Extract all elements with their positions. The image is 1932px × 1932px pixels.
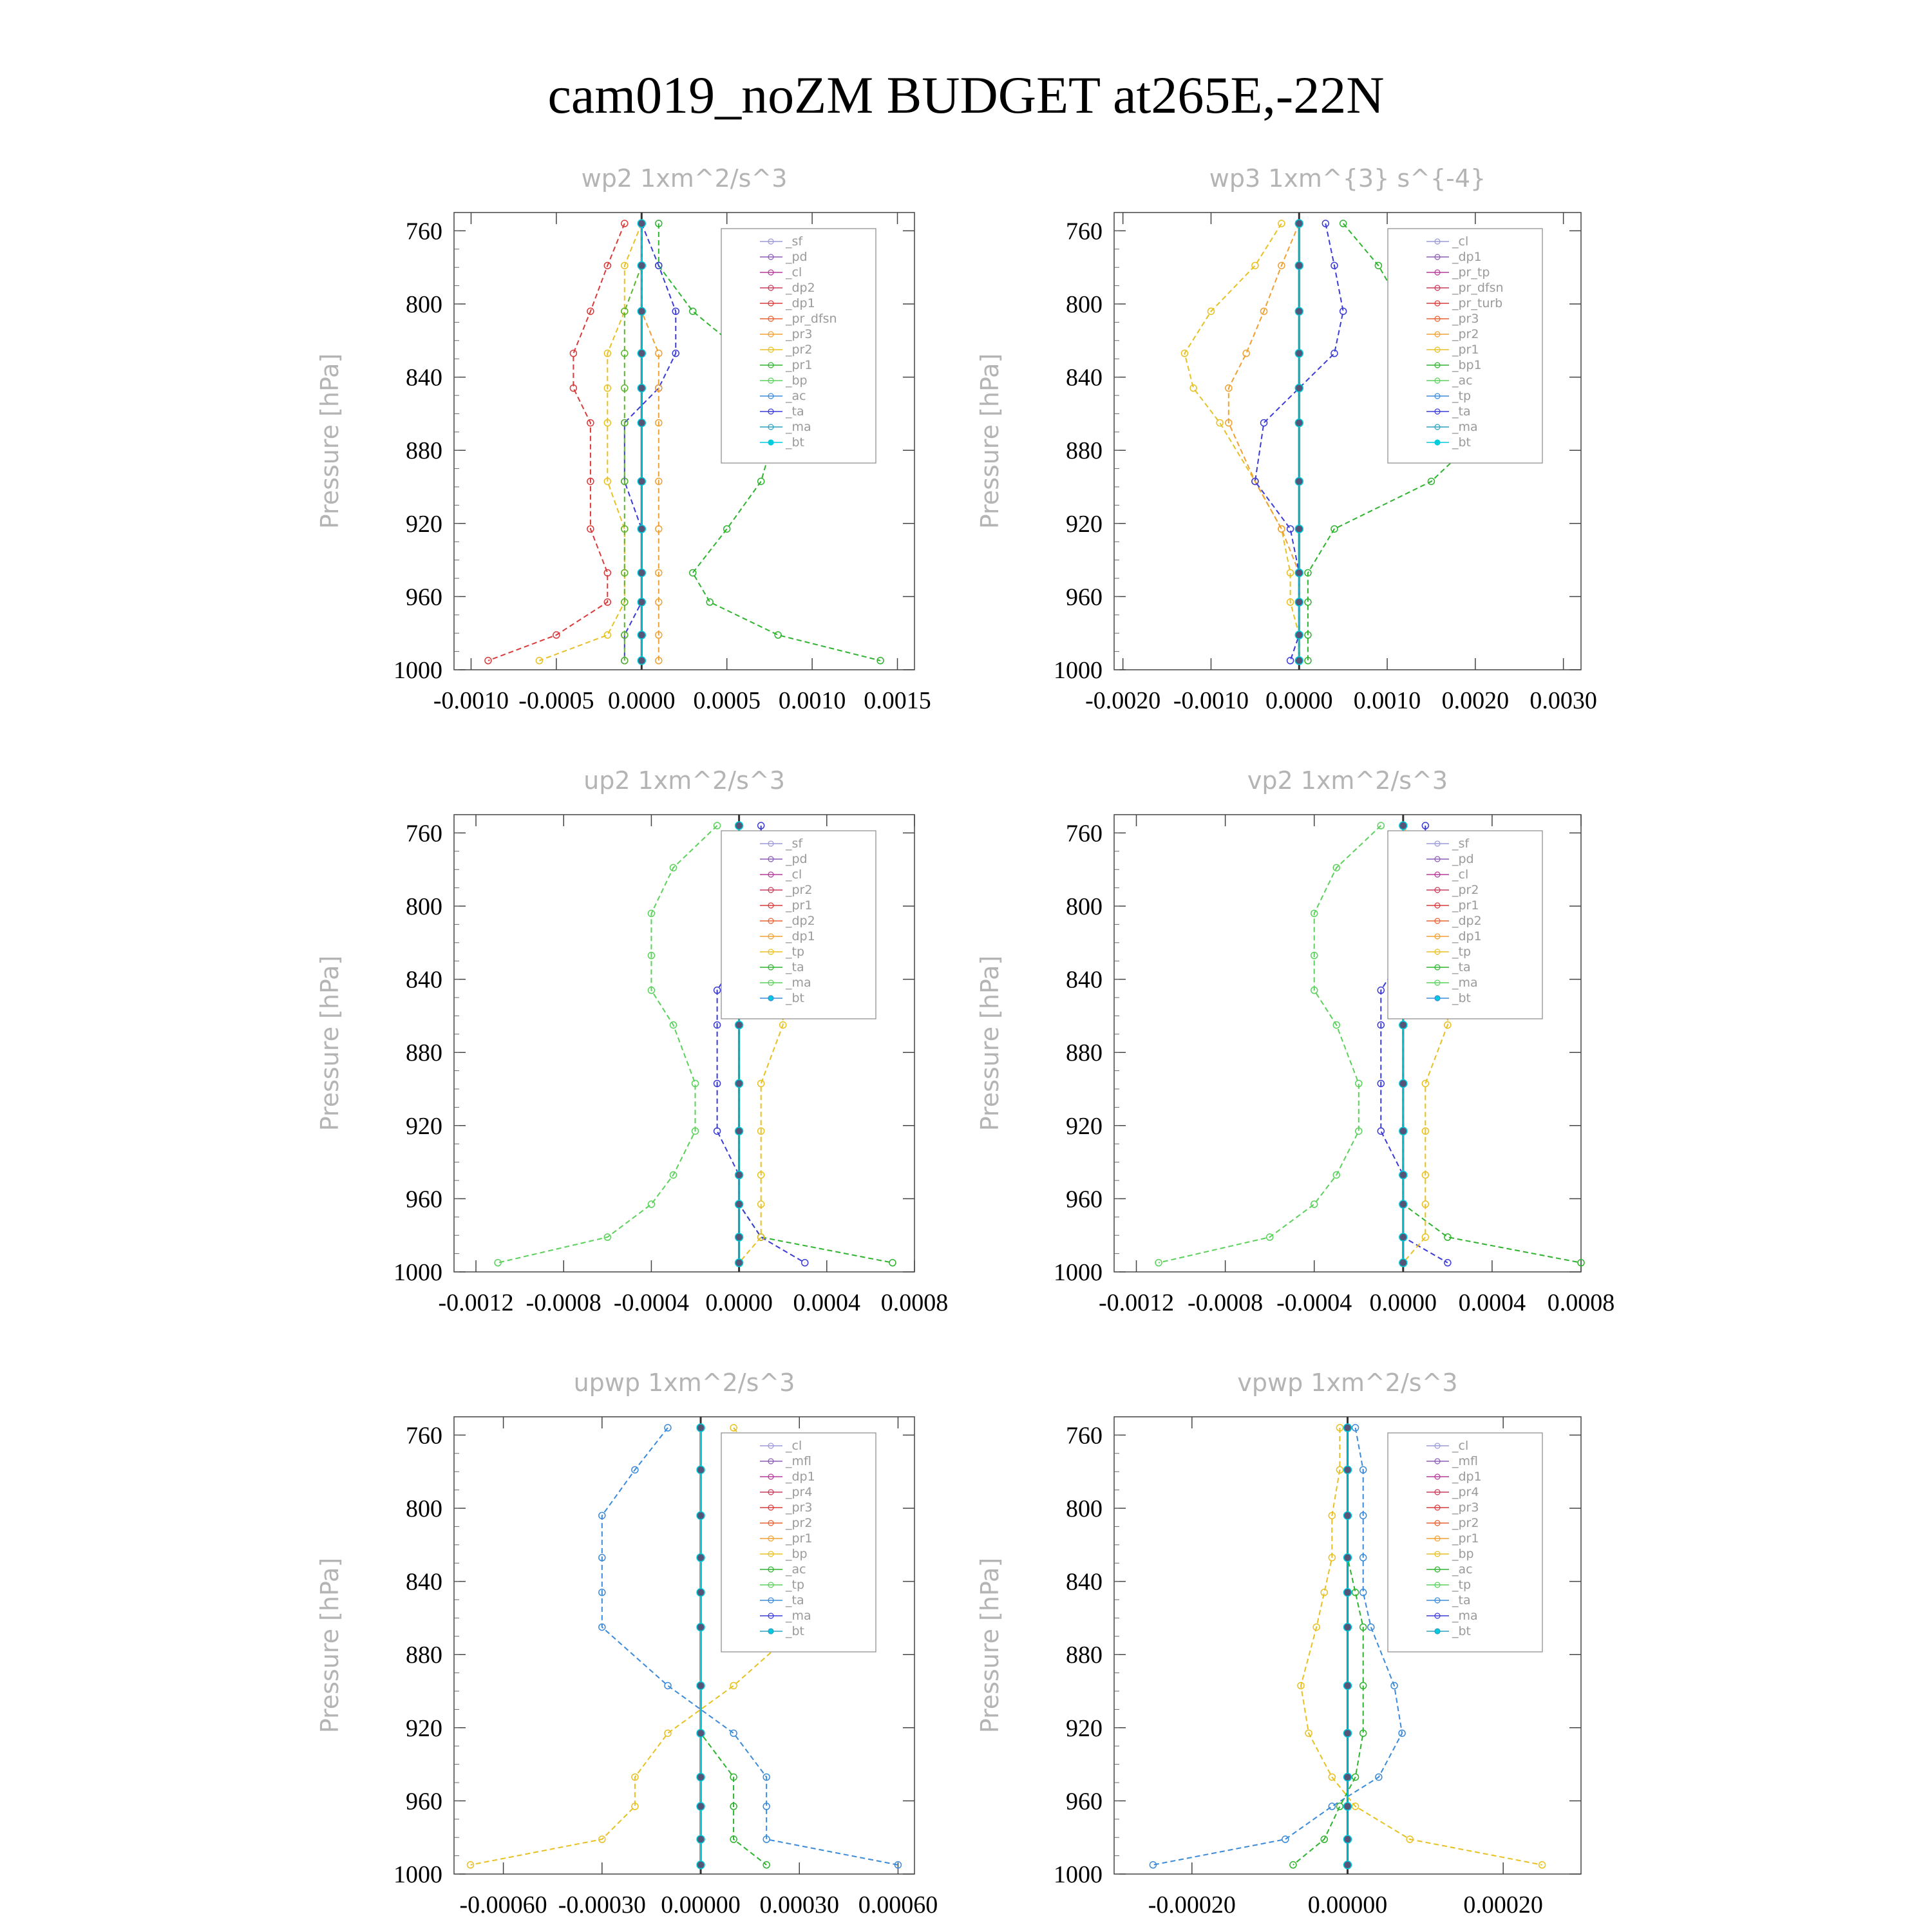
x-tick-label: 0.0004	[793, 1289, 861, 1316]
data-point-_bt	[735, 1233, 743, 1241]
legend-entry: _ma	[786, 420, 811, 434]
legend-entry: _tp	[1452, 1578, 1472, 1592]
legend-entry: _pr4	[1452, 1485, 1479, 1499]
y-tick-label: 880	[1066, 1642, 1103, 1669]
legend-marker	[1435, 1629, 1440, 1634]
x-tick-label: -0.00030	[558, 1891, 646, 1918]
legend-entry: _cl	[786, 867, 802, 882]
panel-title: up2 1xm^2/s^3	[583, 766, 785, 795]
data-point-_bt	[1344, 1466, 1352, 1473]
legend-entry: _pr1	[1452, 1531, 1479, 1546]
data-point-_bt	[735, 1259, 743, 1267]
x-tick-label: 0.0008	[1547, 1289, 1615, 1316]
x-tick-label: -0.0020	[1085, 687, 1161, 714]
panel-0	[316, 164, 931, 714]
x-tick-label: 0.00000	[661, 1891, 741, 1918]
data-point-_bt	[1295, 525, 1303, 533]
panel-title: vpwp 1xm^2/s^3	[1237, 1368, 1458, 1397]
legend-entry: _ma	[1452, 1609, 1478, 1623]
data-point-_bp	[690, 308, 696, 314]
data-point-_bt	[638, 307, 645, 315]
legend-entry: _pr1	[786, 358, 813, 372]
legend-entry: _pr2	[786, 1516, 813, 1530]
data-point-_bt	[1344, 1803, 1352, 1810]
x-tick-label: -0.00020	[1148, 1891, 1236, 1918]
y-tick-label: 960	[1066, 1788, 1103, 1815]
series-line-_pr2	[1229, 223, 1300, 661]
legend-entry: _dp1	[1452, 929, 1482, 943]
y-tick-label: 920	[406, 510, 442, 538]
x-tick-label: -0.0004	[1276, 1289, 1352, 1316]
legend-entry: _dp2	[786, 914, 815, 928]
legend-entry: _pr2	[1452, 1516, 1479, 1530]
data-point-_bt	[638, 598, 645, 606]
y-tick-label: 760	[1066, 1422, 1103, 1450]
y-tick-label: 800	[1066, 291, 1103, 318]
y-tick-label: 920	[406, 1714, 442, 1742]
x-tick-label: 0.00060	[858, 1891, 938, 1918]
legend-entry: _pr4	[786, 1485, 813, 1499]
data-point-_bt	[638, 350, 645, 357]
y-tick-label: 840	[1066, 966, 1103, 994]
data-point-_ta	[1261, 420, 1267, 426]
y-tick-label: 760	[406, 218, 442, 245]
x-tick-label: 0.00030	[759, 1891, 839, 1918]
data-point-_pr1	[730, 1682, 737, 1689]
series-line-_dp1	[488, 223, 625, 661]
data-point-_bp	[775, 632, 781, 638]
data-point-_pr1	[604, 632, 611, 638]
data-point-_bt	[1399, 1200, 1407, 1208]
panel-title: vp2 1xm^2/s^3	[1247, 766, 1448, 795]
data-point-_bt	[1344, 1511, 1352, 1519]
panel-1	[976, 164, 1597, 714]
data-point-_bt	[1344, 1424, 1352, 1432]
legend-marker	[768, 440, 773, 445]
data-point-_dp2	[889, 1260, 896, 1266]
legend-entry: _cl	[786, 1439, 802, 1453]
y-tick-label: 800	[1066, 1495, 1103, 1522]
legend-entry: _pr2	[1452, 327, 1479, 341]
data-point-_ta	[714, 1128, 721, 1134]
data-point-_bt	[697, 1773, 705, 1781]
data-point-_pr1	[1252, 262, 1258, 269]
data-point-_bt	[1399, 1021, 1407, 1029]
data-point-_pr1	[1422, 1234, 1428, 1240]
legend-entry: _bp	[786, 1547, 808, 1561]
y-tick-label: 1000	[393, 1259, 442, 1286]
y-tick-label: 760	[1066, 218, 1103, 245]
legend-entry: _ta	[1452, 960, 1471, 974]
legend-entry: _tp	[786, 1578, 805, 1592]
data-point-_bt	[638, 419, 645, 427]
data-point-_bt	[1295, 631, 1303, 639]
data-point-_bt	[1295, 569, 1303, 576]
panel-2	[316, 766, 948, 1316]
data-point-_bt	[1399, 822, 1407, 829]
legend-entry: _ta	[786, 960, 804, 974]
data-point-_bt	[1295, 350, 1303, 357]
data-point-_pr1	[1217, 420, 1223, 426]
data-point-_bt	[1295, 477, 1303, 485]
legend-entry: _pr_turb	[1452, 296, 1503, 310]
panels	[316, 164, 1615, 1918]
data-point-_bt	[735, 1021, 743, 1029]
y-tick-label: 1000	[1054, 1861, 1103, 1888]
legend-entry: _bt	[1452, 435, 1472, 450]
y-tick-label: 1000	[1054, 1259, 1103, 1286]
data-point-_bt	[638, 657, 645, 665]
data-point-_ta	[1378, 1128, 1384, 1134]
y-tick-label: 920	[1066, 1112, 1103, 1140]
data-point-_bt	[735, 1200, 743, 1208]
y-tick-label: 880	[406, 1039, 442, 1067]
data-point-_bt	[1344, 1835, 1352, 1843]
y-tick-label: 840	[406, 1568, 442, 1596]
legend-entry: _ma	[1452, 976, 1478, 990]
data-point-_bt	[1295, 419, 1303, 427]
legend-entry: _ac	[1452, 374, 1473, 388]
panel-title: wp3 1xm^{3} s^{-4}	[1209, 164, 1486, 193]
x-tick-label: -0.0010	[433, 687, 509, 714]
y-tick-label: 960	[1066, 1186, 1103, 1213]
legend-entry: _dp1	[786, 1470, 815, 1484]
legend-entry: _cl	[1452, 234, 1469, 249]
y-tick-label: 800	[406, 893, 442, 920]
y-tick-label: 1000	[393, 657, 442, 684]
legend-entry: _sf	[786, 234, 803, 249]
data-point-_bt	[1295, 220, 1303, 227]
series-line-_pr2	[641, 223, 659, 661]
legend-entry: _cl	[1452, 1439, 1469, 1453]
legend-entry: _cl	[1452, 867, 1469, 882]
data-point-_bt	[1344, 1773, 1352, 1781]
y-tick-label: 840	[406, 364, 442, 392]
data-point-_bt	[697, 1589, 705, 1596]
y-axis-label: Pressure [hPa]	[316, 1557, 344, 1734]
x-tick-label: 0.0010	[1353, 687, 1421, 714]
y-tick-label: 800	[1066, 893, 1103, 920]
series-line-_ac	[625, 223, 642, 661]
series-line-_dp1	[498, 826, 717, 1263]
legend-entry: _ac	[1452, 1562, 1473, 1577]
panel-title: upwp 1xm^2/s^3	[573, 1368, 795, 1397]
legend-entry: _pr2	[786, 883, 813, 897]
y-tick-label: 880	[406, 1642, 442, 1669]
x-tick-label: 0.0000	[608, 687, 676, 714]
figure-title: cam019_noZM BUDGET at265E,-22N	[547, 66, 1385, 124]
x-tick-label: -0.0008	[1188, 1289, 1264, 1316]
data-point-_bt	[735, 1079, 743, 1087]
y-tick-label: 880	[1066, 1039, 1103, 1067]
legend-entry: _pr1	[1452, 343, 1479, 357]
x-tick-label: -0.00060	[459, 1891, 547, 1918]
y-tick-label: 760	[1066, 820, 1103, 848]
y-tick-label: 840	[1066, 364, 1103, 392]
legend-entry: _sf	[1452, 837, 1470, 851]
data-point-_dp1	[1311, 1201, 1318, 1208]
x-tick-label: -0.0012	[438, 1289, 514, 1316]
data-point-_bt	[735, 1127, 743, 1135]
y-tick-label: 760	[406, 1422, 442, 1450]
x-tick-label: -0.0010	[1173, 687, 1249, 714]
legend-entry: _pr_dfsn	[786, 312, 837, 326]
data-point-_bp	[724, 526, 730, 532]
y-axis-label: Pressure [hPa]	[316, 955, 344, 1132]
legend-entry: _pd	[786, 250, 808, 264]
legend-entry: _bp	[786, 374, 808, 388]
legend-entry: _ta	[1452, 1593, 1471, 1607]
data-point-_bt	[697, 1835, 705, 1843]
data-point-_dp1	[648, 1201, 654, 1208]
data-point-_bt	[1399, 1259, 1407, 1267]
data-point-_bt	[1344, 1554, 1352, 1562]
y-tick-label: 960	[406, 583, 442, 611]
x-tick-label: 0.0010	[778, 687, 846, 714]
data-point-_bp	[706, 599, 713, 605]
data-point-_pr1	[758, 1080, 764, 1086]
y-tick-label: 840	[1066, 1568, 1103, 1596]
data-point-_bt	[638, 220, 645, 227]
y-tick-label: 800	[406, 291, 442, 318]
y-tick-label: 920	[406, 1112, 442, 1140]
y-tick-label: 960	[406, 1788, 442, 1815]
y-axis-label: Pressure [hPa]	[316, 353, 344, 529]
x-tick-label: 0.0005	[693, 687, 761, 714]
y-tick-label: 880	[1066, 437, 1103, 465]
legend-entry: _pr3	[1452, 1501, 1479, 1515]
data-point-_tp	[1329, 1803, 1335, 1810]
legend-entry: _tp	[786, 945, 805, 959]
legend-marker	[1435, 440, 1440, 445]
data-point-_bt	[697, 1466, 705, 1473]
y-tick-label: 760	[406, 820, 442, 848]
data-point-_bt	[638, 261, 645, 269]
legend-entry: _pr_tp	[1452, 265, 1490, 279]
legend-entry: _pr1	[1452, 898, 1479, 913]
legend-entry: _pr3	[1452, 312, 1479, 326]
data-point-_bt	[1399, 1171, 1407, 1179]
data-point-_bt	[697, 1681, 705, 1689]
legend-entry: _bt	[1452, 1624, 1472, 1638]
data-point-_dp1	[570, 350, 576, 357]
x-tick-label: -0.0012	[1098, 1289, 1175, 1316]
x-tick-label: 0.0020	[1441, 687, 1510, 714]
legend-entry: _pr2	[1452, 883, 1479, 897]
legend-entry: _pr3	[786, 327, 813, 341]
legend-marker	[768, 996, 773, 1001]
legend-entry: _cl	[786, 265, 802, 279]
legend-entry: _dp2	[1452, 914, 1482, 928]
legend-entry: _bp1	[1452, 358, 1482, 372]
y-tick-label: 920	[1066, 510, 1103, 538]
legend-entry: _dp1	[1452, 1470, 1482, 1484]
data-point-_bp	[690, 569, 696, 576]
data-point-_bt	[1344, 1589, 1352, 1596]
data-point-_bp	[1336, 1803, 1343, 1810]
data-point-_bt	[735, 1171, 743, 1179]
data-point-_bt	[638, 569, 645, 576]
legend-marker	[768, 1629, 773, 1634]
data-point-_bt	[638, 525, 645, 533]
y-tick-label: 920	[1066, 1714, 1103, 1742]
x-tick-label: 0.0015	[864, 687, 931, 714]
y-tick-label: 800	[406, 1495, 442, 1522]
legend-entry: _bt	[786, 991, 805, 1005]
panel-3	[976, 766, 1615, 1316]
legend-entry: _bt	[1452, 991, 1472, 1005]
data-point-_bt	[697, 1554, 705, 1562]
y-tick-label: 1000	[393, 1861, 442, 1888]
data-point-_bt	[1344, 1681, 1352, 1689]
legend-entry: _pr3	[786, 1501, 813, 1515]
legend-entry: _mfl	[786, 1454, 811, 1468]
y-tick-label: 960	[1066, 583, 1103, 611]
legend-entry: _pd	[786, 852, 808, 866]
y-tick-label: 880	[406, 437, 442, 465]
data-point-_bt	[1344, 1624, 1352, 1631]
data-point-_bt	[638, 631, 645, 639]
x-tick-label: 0.0000	[705, 1289, 773, 1316]
data-point-_bt	[1295, 598, 1303, 606]
legend-entry: _ac	[786, 389, 806, 403]
series-line-_bp	[1293, 1428, 1363, 1865]
data-point-_tp	[730, 1730, 737, 1736]
data-point-_bt	[638, 477, 645, 485]
data-point-_bt	[1295, 307, 1303, 315]
legend-entry: _sf	[786, 837, 803, 851]
data-point-_bt	[735, 822, 743, 829]
data-point-_bt	[1295, 261, 1303, 269]
x-tick-label: -0.0005	[518, 687, 594, 714]
legend-entry: _dp2	[786, 281, 815, 295]
data-point-_bt	[1399, 1127, 1407, 1135]
legend-entry: _ma	[786, 1609, 811, 1623]
legend-entry: _pr_dfsn	[1452, 281, 1504, 295]
data-point-_bt	[697, 1424, 705, 1432]
legend-entry: _bp	[1452, 1547, 1474, 1561]
x-tick-label: 0.0004	[1458, 1289, 1526, 1316]
y-axis-label: Pressure [hPa]	[976, 1557, 1004, 1734]
legend-entry: _pr1	[786, 898, 813, 913]
data-point-_ta	[1287, 658, 1294, 664]
x-tick-label: 0.0008	[880, 1289, 949, 1316]
data-point-_bt	[638, 384, 645, 392]
x-tick-label: 0.0030	[1530, 687, 1597, 714]
legend-entry: _dp1	[786, 296, 815, 310]
legend-entry: _ac	[786, 1562, 806, 1577]
data-point-_bt	[1295, 384, 1303, 392]
x-tick-label: -0.0004	[613, 1289, 690, 1316]
legend-entry: _mfl	[1452, 1454, 1478, 1468]
legend-entry: _dp1	[1452, 250, 1482, 264]
legend-entry: _bt	[786, 435, 805, 450]
data-point-_dp1	[485, 658, 491, 664]
y-tick-label: 960	[406, 1186, 442, 1213]
x-tick-label: 0.00020	[1463, 1891, 1543, 1918]
data-point-_tp	[1282, 1836, 1289, 1842]
series-line-_pr1	[539, 223, 641, 661]
x-tick-label: 0.00000	[1307, 1891, 1388, 1918]
y-axis-label: Pressure [hPa]	[976, 955, 1004, 1132]
legend-marker	[1435, 996, 1440, 1001]
data-point-_bt	[1344, 1729, 1352, 1737]
legend-entry: _tp	[1452, 389, 1472, 403]
legend-entry: _tp	[1452, 945, 1472, 959]
legend-entry: _ta	[786, 404, 804, 419]
panel-4	[316, 1368, 938, 1918]
y-tick-label: 840	[406, 966, 442, 994]
legend-entry: _pd	[1452, 852, 1474, 866]
data-point-_bt	[1295, 657, 1303, 665]
series-line-_tp	[1153, 1428, 1402, 1865]
x-tick-label: 0.0000	[1265, 687, 1333, 714]
legend-entry: _ma	[1452, 420, 1478, 434]
y-axis-label: Pressure [hPa]	[976, 353, 1004, 529]
legend-entry: _pr1	[786, 1531, 813, 1546]
data-point-_bt	[697, 1729, 705, 1737]
data-point-_bt	[1399, 1233, 1407, 1241]
series-line-_pr1	[1184, 223, 1299, 661]
x-tick-label: 0.0000	[1369, 1289, 1437, 1316]
data-point-_bt	[1399, 1079, 1407, 1087]
series-line-_dp1	[1159, 826, 1381, 1263]
data-point-_bt	[697, 1803, 705, 1810]
data-point-_bt	[697, 1624, 705, 1631]
data-point-_tp	[665, 1682, 671, 1689]
x-tick-label: -0.0008	[526, 1289, 601, 1316]
panel-title: wp2 1xm^2/s^3	[581, 164, 788, 193]
data-point-_bt	[697, 1511, 705, 1519]
panel-5	[976, 1368, 1581, 1918]
data-point-_bt	[697, 1861, 705, 1869]
data-point-_bt	[1344, 1861, 1352, 1869]
legend-entry: _ma	[786, 976, 811, 990]
data-point-_pr2	[1243, 350, 1249, 357]
legend-entry: _pr2	[786, 343, 813, 357]
legend-entry: _dp1	[786, 929, 815, 943]
data-point-_pr1	[665, 1730, 671, 1736]
legend-entry: _ta	[1452, 404, 1471, 419]
y-tick-label: 1000	[1054, 657, 1103, 684]
legend-entry: _ta	[786, 1593, 804, 1607]
legend-entry: _bt	[786, 1624, 805, 1638]
